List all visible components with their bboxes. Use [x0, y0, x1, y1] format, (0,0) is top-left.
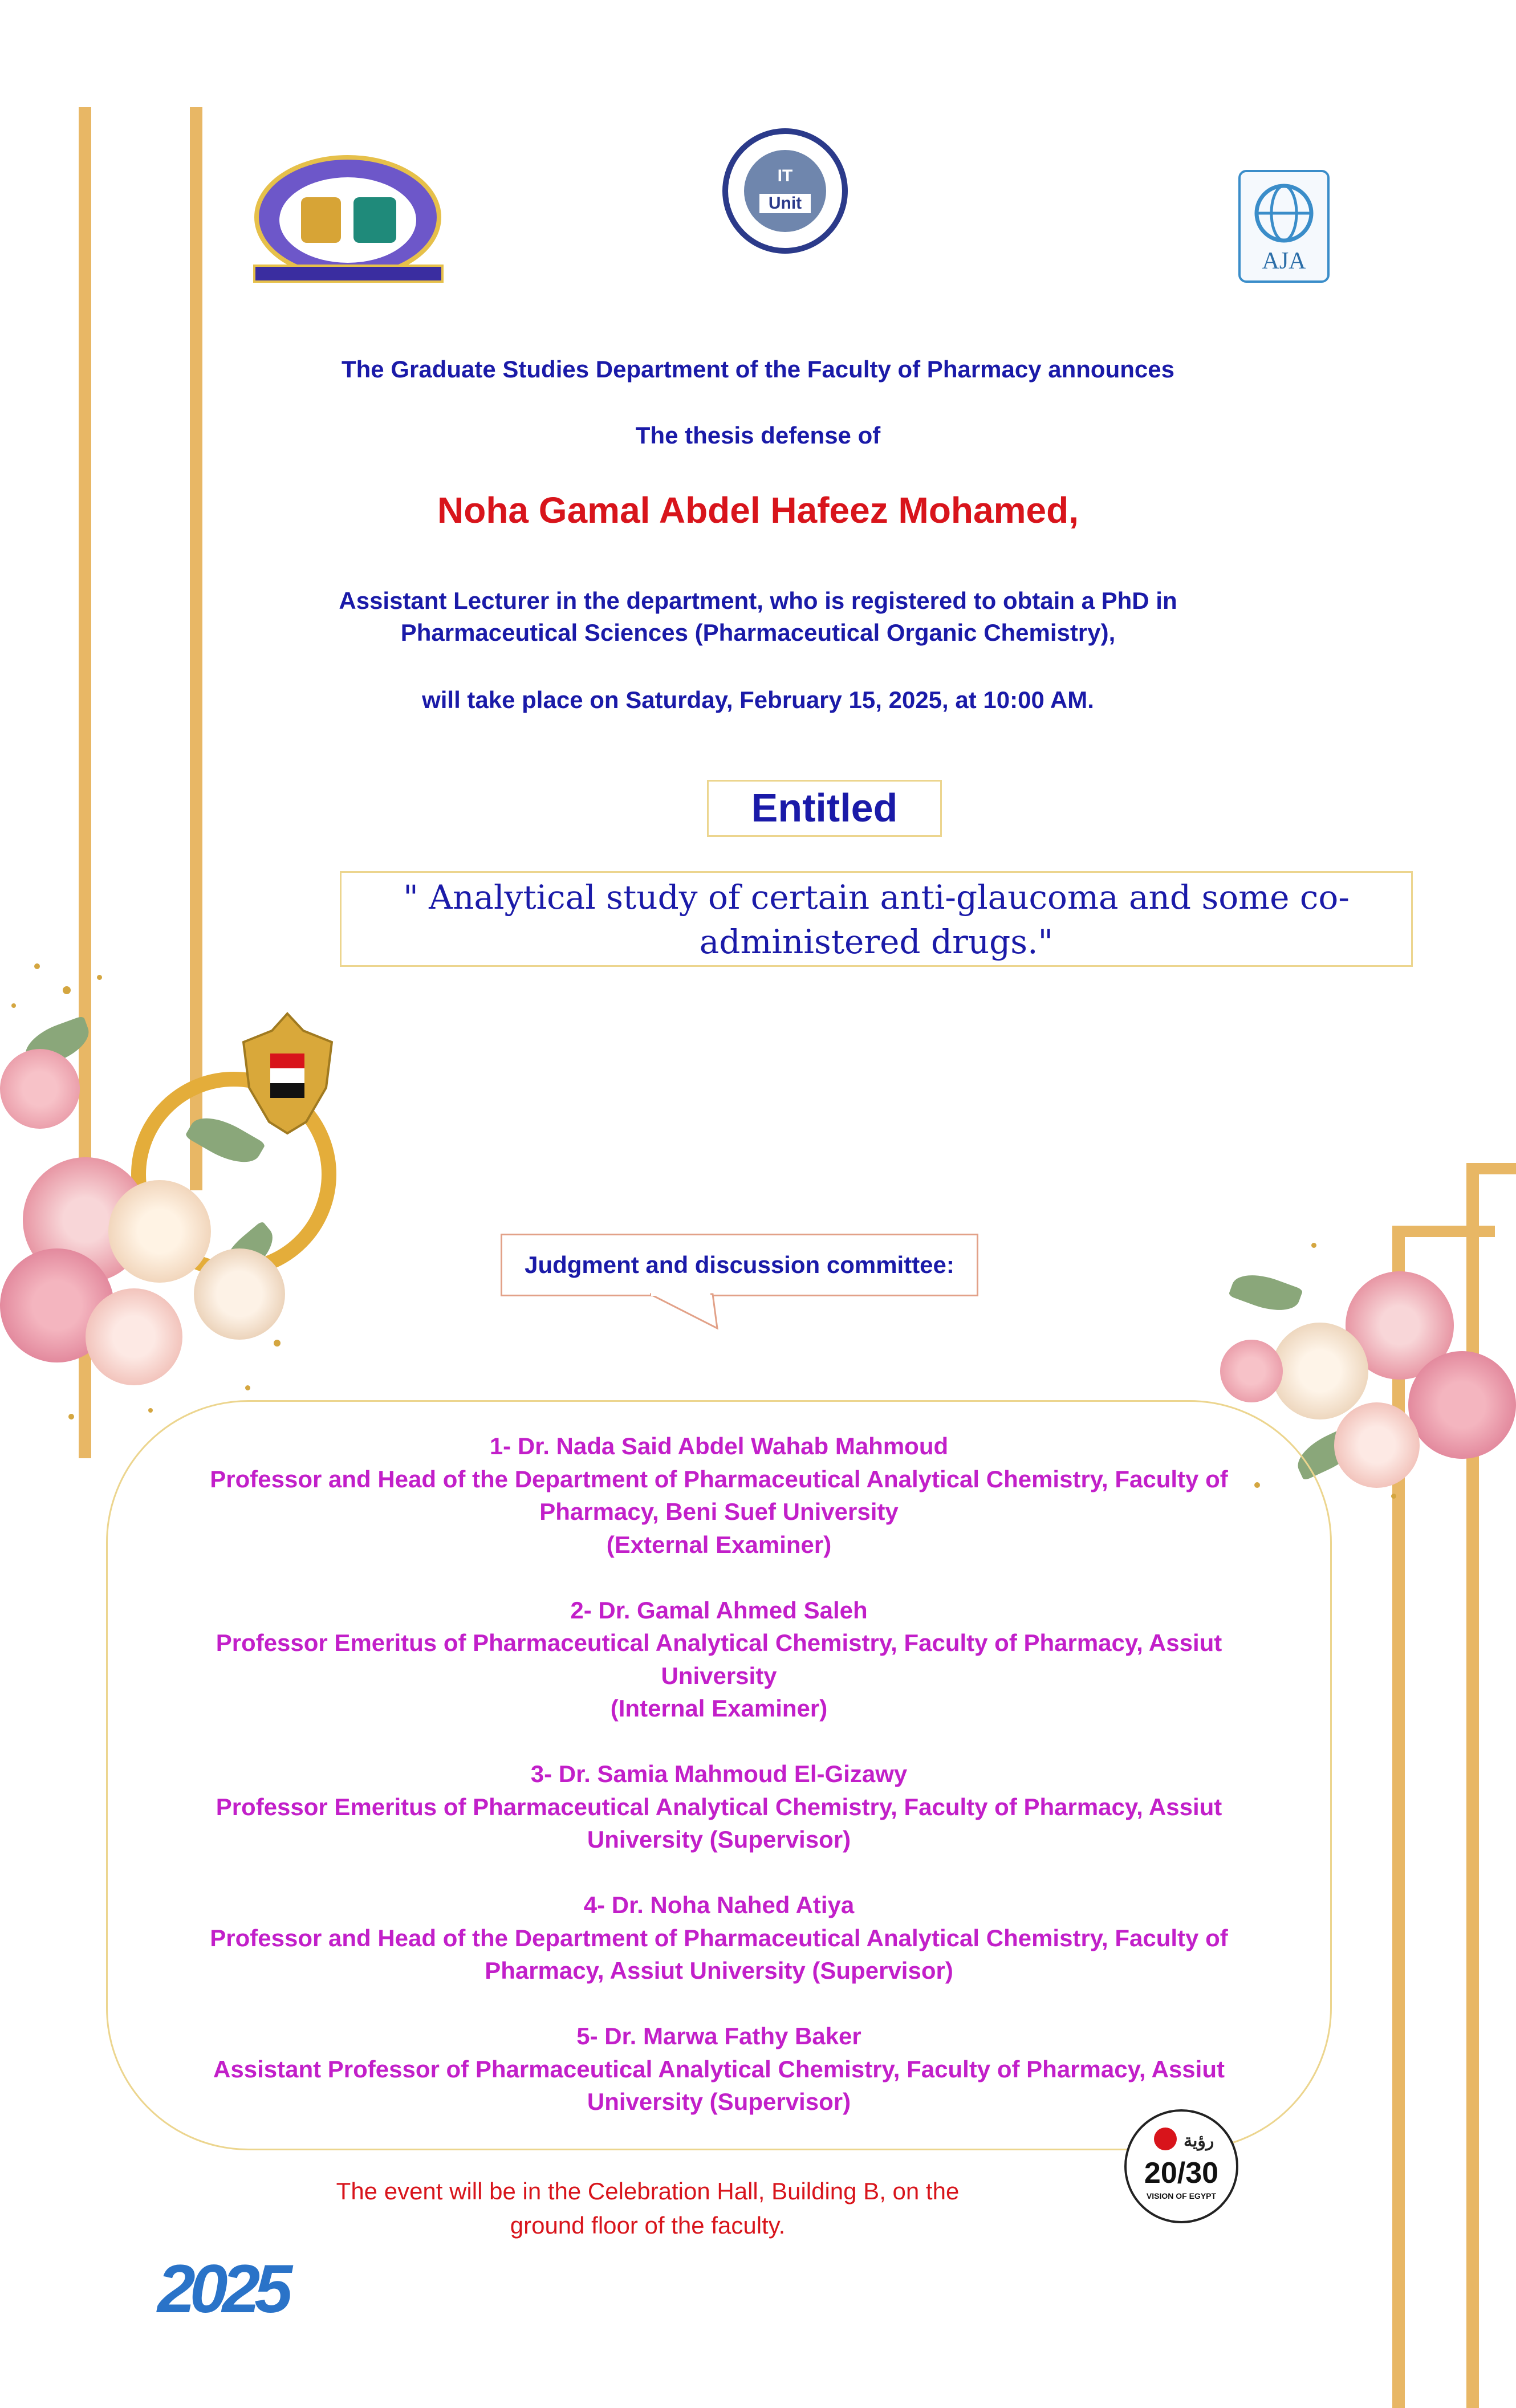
member-title-line1: Professor and Head of the Department of Pharmaceutical Analytical Chemistry, Faculty of — [210, 1924, 1228, 1951]
vision-caption: VISION OF EGYPT — [1146, 2191, 1217, 2200]
role-line1: Assistant Lecturer in the department, who is registered to obtain a PhD in — [339, 587, 1177, 614]
member-title-line1: Professor Emeritus of Pharmaceutical Analytical Chemistry, Faculty of Pharmacy, Assiut — [216, 1793, 1222, 1820]
member-name: 2- Dr. Gamal Ahmed Saleh — [570, 1596, 868, 1624]
it-unit-line1: IT — [777, 166, 793, 185]
venue-line1: The event will be in the Celebration Hall, Building B, on the — [336, 2178, 960, 2204]
committee-heading-box — [501, 1234, 978, 1296]
member-title-line1: Assistant Professor of Pharmaceutical Analytical Chemistry, Faculty of Pharmacy, Assiut — [213, 2055, 1225, 2082]
faculty-logo — [250, 152, 446, 297]
entitled-label: Entitled — [751, 786, 898, 830]
member-name: 3- Dr. Samia Mahmoud El-Gizawy — [530, 1760, 908, 1787]
year-2025-logo: 2025 — [157, 2251, 287, 2327]
member-role: (External Examiner) — [606, 1531, 832, 1558]
entitled-box — [707, 780, 942, 837]
thesis-title-line1: " Analytical study of certain anti-glaucoma and some co- — [403, 878, 1350, 917]
member-title-line1: Professor and Head of the Department of Pharmaceutical Analytical Chemistry, Faculty of — [210, 1465, 1228, 1492]
defense-date: will take place on Saturday, February 15, 2025, at 10:00 AM. — [422, 686, 1094, 713]
announcement-line2: The thesis defense of — [635, 422, 881, 449]
committee-heading: Judgment and discussion committee: — [525, 1251, 954, 1278]
egypt-eagle-emblem — [235, 1008, 340, 1139]
member-title-line2: University (Supervisor) — [587, 2088, 851, 2115]
it-unit-logo — [720, 125, 851, 257]
aja-logo — [1238, 170, 1330, 283]
thesis-title-line2: administered drugs." — [699, 922, 1054, 961]
committee-member — [106, 1758, 1332, 1856]
vision-2030-logo — [1124, 2109, 1238, 2223]
member-title-line2: Pharmacy, Assiut University (Supervisor) — [485, 1957, 953, 1984]
committee-member — [106, 1889, 1332, 1987]
vision-number: 20/30 — [1144, 2157, 1219, 2190]
role-line2: Pharmaceutical Sciences (Pharmaceutical Organic Chemistry), — [400, 619, 1116, 646]
member-name: 5- Dr. Marwa Fathy Baker — [576, 2023, 861, 2049]
frame-bar-right-top2 — [1466, 1163, 1516, 1174]
member-title-line2: University (Supervisor) — [587, 1826, 851, 1853]
venue-line2: ground floor of the faculty. — [510, 2212, 786, 2239]
committee-member — [106, 2020, 1332, 2118]
member-title-line1: Professor Emeritus of Pharmaceutical Analytical Chemistry, Faculty of Pharmacy, Assiut — [216, 1629, 1222, 1656]
member-role: (Internal Examiner) — [610, 1695, 828, 1722]
committee-list — [106, 1430, 1332, 2118]
vision-arabic: رؤية — [1184, 2132, 1214, 2150]
announcement-line1: The Graduate Studies Department of the Faculty of Pharmacy announces — [342, 356, 1174, 383]
committee-member — [106, 1430, 1332, 1561]
member-title-line2: Pharmacy, Beni Suef University — [539, 1498, 899, 1525]
aja-logo-text: AJA — [1262, 248, 1306, 274]
it-unit-line2: Unit — [768, 194, 802, 213]
thesis-title-box — [340, 871, 1413, 967]
member-title-line2: University — [661, 1662, 777, 1689]
committee-member — [106, 1594, 1332, 1725]
member-name: 4- Dr. Noha Nahed Atiya — [583, 1892, 855, 1918]
member-name: 1- Dr. Nada Said Abdel Wahab Mahmoud — [489, 1433, 949, 1459]
candidate-name: Noha Gamal Abdel Hafeez Mohamed, — [437, 490, 1079, 531]
callout-pointer — [650, 1293, 718, 1331]
